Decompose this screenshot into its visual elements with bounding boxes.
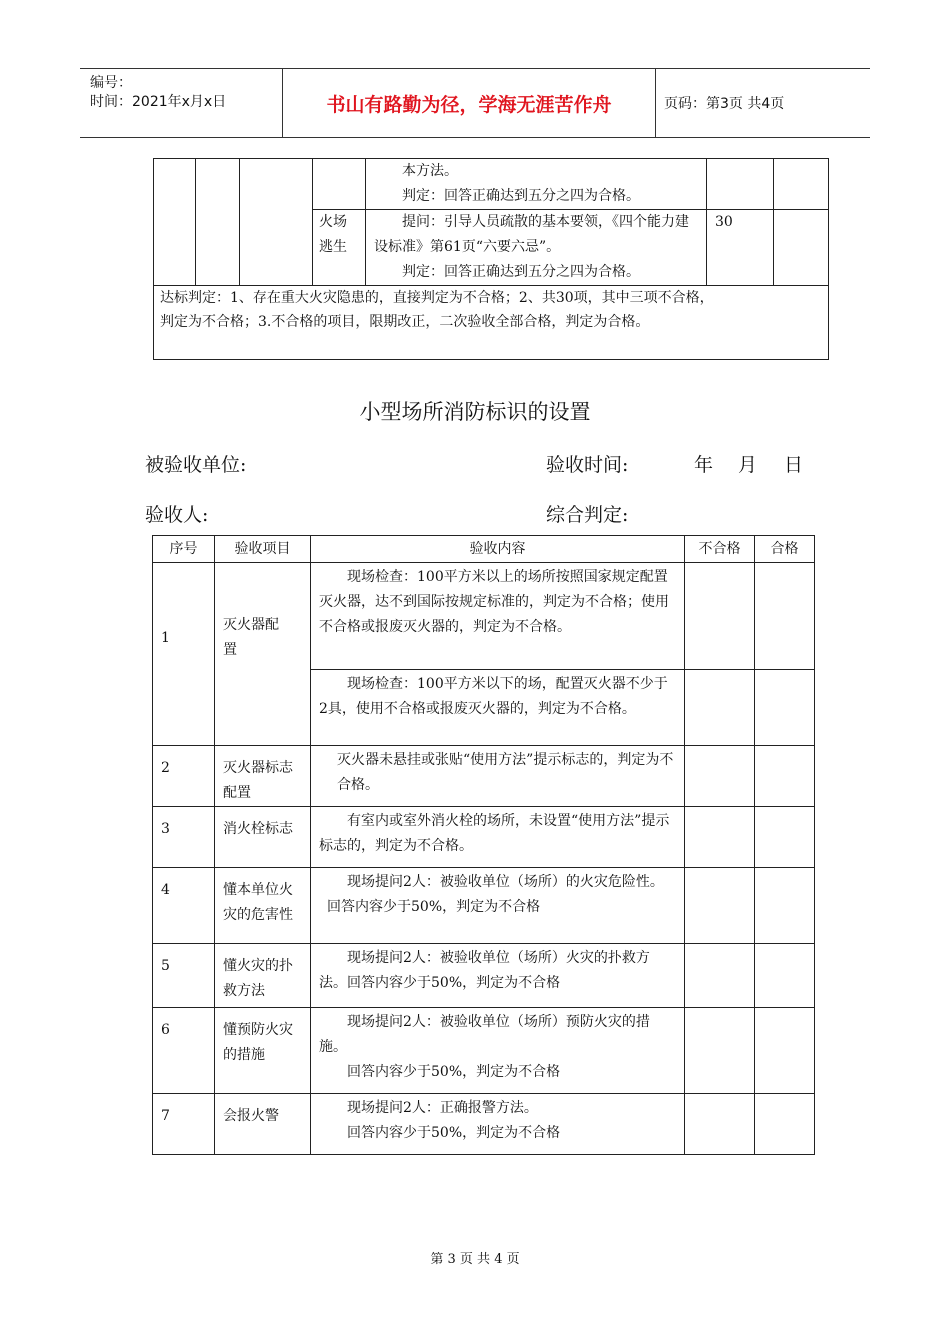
fail-cell <box>685 868 755 944</box>
table-row <box>153 746 815 807</box>
table-row <box>154 159 829 210</box>
section-title: 小型场所消防标识的设置 <box>359 400 591 424</box>
row-number: 6 <box>153 1008 215 1094</box>
row-content <box>311 563 685 670</box>
row-content <box>311 1094 685 1155</box>
content-paragraph: 有室内或室外消火栓的场所，未设置“使用方法”提示标志的，判定为不合格。 <box>319 813 670 854</box>
row-item: 懂火灾的扑救方法 <box>215 944 311 1008</box>
row-number: 1 <box>153 563 215 746</box>
column-header: 验收项目 <box>215 536 311 563</box>
column-header: 不合格 <box>685 536 755 563</box>
day-label: 日 <box>784 454 804 476</box>
row-content <box>311 670 685 746</box>
judgment-row <box>154 286 829 360</box>
content-line: 判定：回答正确达到五分之四为合格。 <box>402 188 640 204</box>
content-paragraph: 回答内容少于50%，判定为不合格 <box>347 1064 561 1080</box>
table-row <box>153 1008 815 1094</box>
page-header <box>80 68 870 138</box>
fail-cell <box>685 670 755 746</box>
header-right <box>654 69 870 137</box>
judgment-line: 达标判定：1、存在重大火灾隐患的，直接判定为不合格；2、共30项，其中三项不合格， <box>160 290 714 306</box>
row-content <box>311 1008 685 1094</box>
row-number: 4 <box>153 868 215 944</box>
header-left <box>80 69 282 137</box>
time-label: 时间：2021年x月x日 <box>90 94 227 110</box>
pass-cell <box>755 868 815 944</box>
column-header: 合格 <box>755 536 815 563</box>
table-row <box>153 944 815 1008</box>
row-content <box>311 868 685 944</box>
row-item: 懂本单位火灾的危害性 <box>215 868 311 944</box>
content-paragraph: 回答内容少于50%，判定为不合格 <box>347 1125 561 1141</box>
judgment-cell <box>154 286 829 360</box>
fail-cell <box>685 944 755 1008</box>
inspection-table <box>152 535 815 1155</box>
inspection-time-label: 验收时间: <box>546 454 629 476</box>
content-paragraph: 现场提问2人：正确报警方法。 <box>347 1100 538 1116</box>
table-row <box>153 868 815 944</box>
score-cell: 30 <box>707 210 774 286</box>
page-info: 页码：第3页 共4页 <box>664 96 785 112</box>
fail-cell <box>685 1008 755 1094</box>
pass-cell <box>755 944 815 1008</box>
row-content <box>311 746 685 807</box>
row-item: 懂预防火灾的措施 <box>215 1008 311 1094</box>
table-row <box>153 1094 815 1155</box>
number-label: 编号： <box>90 75 132 91</box>
content-paragraph: 回答内容少于50%，判定为不合格 <box>327 899 541 915</box>
month-label: 月 <box>738 454 758 476</box>
fail-cell <box>685 563 755 670</box>
pass-cell <box>755 670 815 746</box>
content-paragraph: 现场提问2人：被验收单位（场所）火灾的扑救方法。回答内容少于50%，判定为不合格 <box>319 950 650 991</box>
page-footer: 第 3 页 共 4 页 <box>430 1252 520 1267</box>
year-label: 年 <box>694 454 714 476</box>
pass-cell <box>755 1094 815 1155</box>
row-content <box>311 807 685 868</box>
unit-label: 被验收单位: <box>145 454 247 476</box>
pass-cell <box>755 1008 815 1094</box>
overall-judgment-label: 综合判定: <box>546 504 629 526</box>
content-paragraph: 现场提问2人：被验收单位（场所）预防火灾的措施。 <box>319 1014 650 1055</box>
fail-cell <box>685 746 755 807</box>
row-item: 灭火器标志配置 <box>215 746 311 807</box>
row-item: 灭火器配 置 <box>215 563 311 746</box>
row-number: 3 <box>153 807 215 868</box>
pass-cell <box>755 807 815 868</box>
motto: 书山有路勤为径，学海无涯苦作舟 <box>282 69 656 137</box>
content-paragraph: 现场检查：100平方米以上的场所按照国家规定配置灭火器，达不到国际按规定标准的，判定为不合格；使用不合格或报废灭火器的，判定为不合格。 <box>319 569 669 635</box>
pass-cell <box>755 746 815 807</box>
content-cell <box>366 210 707 286</box>
content-line: 判定：回答正确达到五分之四为合格。 <box>402 264 640 280</box>
row-content <box>311 944 685 1008</box>
inspector-label: 验收人: <box>145 504 209 526</box>
content-line: 提问：引导人员疏散的基本要领，《四个能力建设标准》第61页“六要六忌”。 <box>374 214 689 255</box>
content-cell <box>366 159 707 210</box>
row-number: 2 <box>153 746 215 807</box>
fail-cell <box>685 1094 755 1155</box>
continued-table <box>153 158 829 360</box>
content-paragraph: 灭火器未悬挂或张贴“使用方法”提示标志的，判定为不合格。 <box>337 752 674 793</box>
table-row <box>153 563 815 670</box>
column-header: 验收内容 <box>311 536 685 563</box>
row-number: 5 <box>153 944 215 1008</box>
column-header: 序号 <box>153 536 215 563</box>
pass-cell <box>755 563 815 670</box>
row-item: 消火栓标志 <box>215 807 311 868</box>
table-row <box>153 807 815 868</box>
content-paragraph: 现场提问2人：被验收单位（场所）的火灾危险性。 <box>347 874 664 890</box>
item-cell: 火场逃生 <box>313 210 366 286</box>
row-item: 会报火警 <box>215 1094 311 1155</box>
content-paragraph: 现场检查：100平方米以下的场，配置灭火器不少于2具，使用不合格或报废灭火器的，判定为不合格。 <box>319 676 668 717</box>
row-number: 7 <box>153 1094 215 1155</box>
table-header-row <box>153 536 815 563</box>
content-line: 本方法。 <box>402 163 458 179</box>
judgment-line: 判定为不合格；3.不合格的项目，限期改正，二次验收全部合格，判定为合格。 <box>160 314 650 330</box>
fail-cell <box>685 807 755 868</box>
